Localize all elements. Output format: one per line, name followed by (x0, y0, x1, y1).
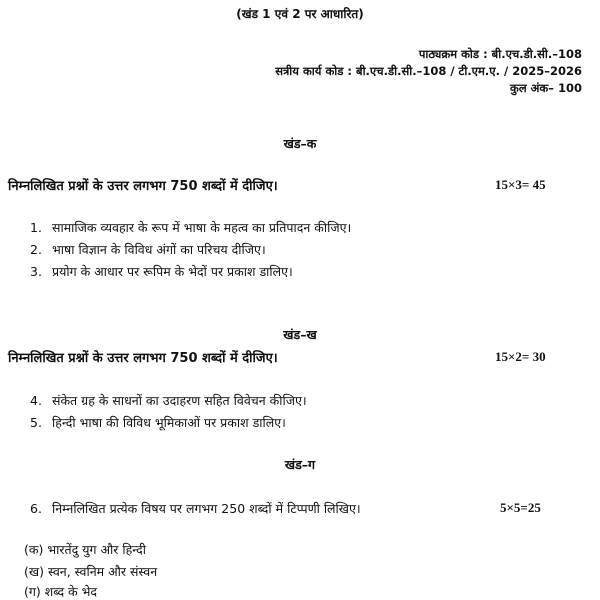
question-text: प्रयोग के आधार पर रूपिम के भेदों पर प्रकाश डालिए। (52, 264, 293, 279)
sub-item-label: (ख) (24, 564, 44, 579)
total-marks: कुल अंक– 100 (509, 81, 582, 95)
question-1 (30, 219, 351, 236)
assignment-code: सत्रीय कार्य कोड : बी.एच.डी.सी.–108 / टी.एम.ए. / 2025–2026 (275, 64, 582, 78)
sub-item-label: (ग) (24, 584, 41, 599)
section-a-marks: 15×3= 45 (495, 177, 546, 192)
question-text: संकेत ग्रह के साधनों का उदाहरण सहित विवेचन कीजिए। (52, 393, 307, 408)
question-text: भाषा विज्ञान के विविध अंगों का परिचय दीजिए। (52, 242, 266, 257)
section-a-instruction: निम्नलिखित प्रश्नों के उत्तर लगभग 750 शब्दों में दीजिए। (8, 179, 278, 194)
sub-item-ka (24, 541, 146, 558)
section-b-instruction: निम्नलिखित प्रश्नों के उत्तर लगभग 750 शब्दों में दीजिए। (8, 351, 278, 366)
question-5 (30, 414, 286, 431)
block-note: (खंड 1 एवं 2 पर आधारित) (236, 7, 364, 21)
sub-item-kha (24, 563, 157, 580)
sub-item-ga (24, 583, 97, 600)
question-3 (30, 263, 293, 280)
sub-item-label: (क) (24, 542, 44, 557)
question-number: 4. (30, 393, 42, 408)
section-c-marks: 5×5=25 (500, 500, 541, 515)
sub-item-text: स्वन, स्वनिम और संस्वन (47, 564, 158, 579)
sub-item-text: भारतेंदु युग और हिन्दी (47, 542, 146, 557)
section-b-marks: 15×2= 30 (495, 349, 546, 364)
question-number: 2. (30, 242, 42, 257)
section-a-title: खंड–क (283, 136, 317, 151)
section-b-title: खंड–ख (283, 327, 317, 342)
question-text: निम्नलिखित प्रत्येक विषय पर लगभग 250 शब्दों में टिप्पणी लिखिए। (52, 501, 361, 516)
question-6 (30, 500, 361, 517)
question-text: सामाजिक व्यवहार के रूप में भाषा के महत्व का प्रतिपादन कीजिए। (52, 220, 352, 235)
course-code: पाठ्यक्रम कोड : बी.एच.डी.सी.–108 (418, 47, 582, 61)
section-c-title: खंड–ग (284, 457, 316, 472)
question-2 (30, 241, 266, 258)
question-number: 6. (30, 501, 42, 516)
sub-item-text: शब्द के भेद (44, 584, 98, 599)
question-number: 5. (30, 415, 42, 430)
question-number: 1. (30, 220, 42, 235)
question-number: 3. (30, 264, 42, 279)
question-text: हिन्दी भाषा की विविध भूमिकाओं पर प्रकाश डालिए। (52, 415, 286, 430)
question-4 (30, 392, 307, 409)
